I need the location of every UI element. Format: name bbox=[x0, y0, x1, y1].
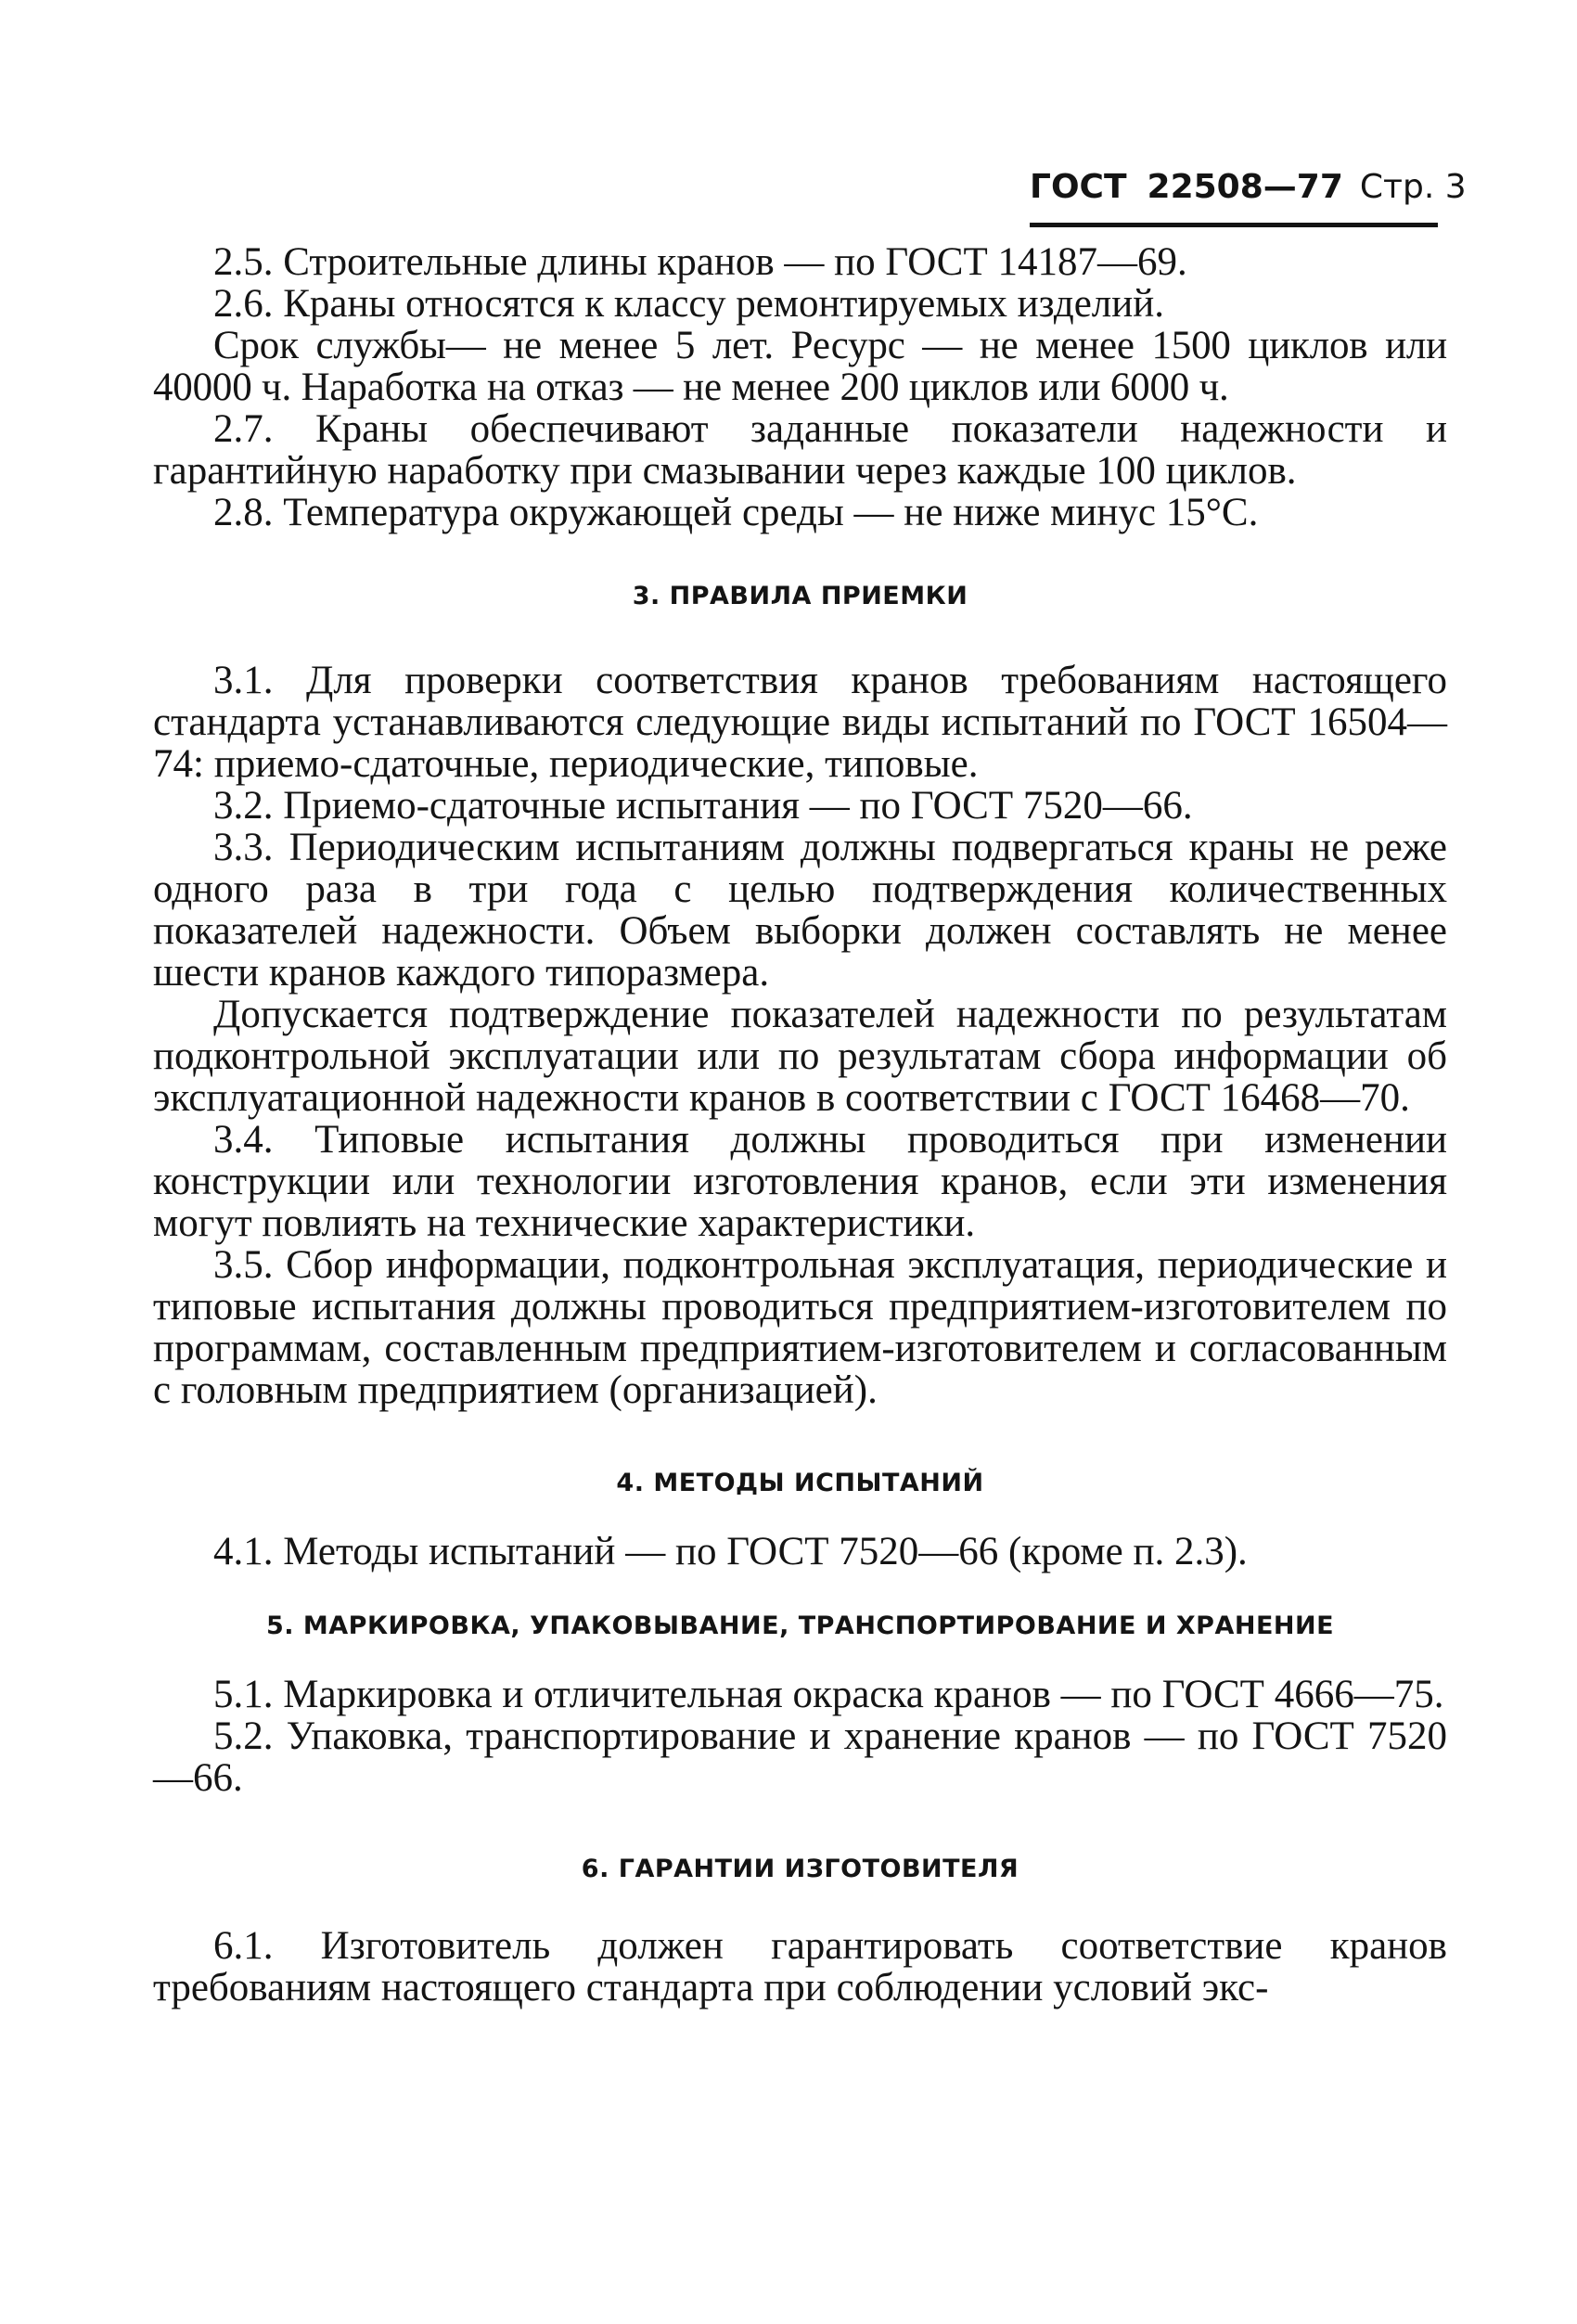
section-6-title: 6. ГАРАНТИИ ИЗГОТОВИТЕЛЯ bbox=[581, 1855, 1019, 1883]
header-standard: ГОСТ bbox=[1030, 168, 1127, 206]
clause-5-1: 5.1. Маркировка и отличительная окраска кранов — по ГОСТ 4666—75. bbox=[213, 1673, 1444, 1716]
clause-2-7: 2.7. Краны обеспечивают заданные показатели надежности и гарантийную наработку при смазывании через каждые 100 циклов. bbox=[153, 407, 1447, 493]
section-5-title: 5. МАРКИРОВКА, УПАКОВЫВАНИЕ, ТРАНСПОРТИРОВАНИЕ И ХРАНЕНИЕ bbox=[265, 1611, 1335, 1640]
clause-2-6-service-life: Срок службы— не менее 5 лет. Ресурс — не менее 1500 циклов или 40000 ч. Наработка на отказ — не менее 200 циклов или 6000 ч. bbox=[153, 324, 1447, 409]
page-header bbox=[1030, 163, 1467, 227]
clause-3-3-note: Допускается подтверждение показателей надежности по результатам подконтрольной эксплуатации или по результатам сбора информации об эксплуатационной надежности кранов в соответствии с ГОСТ 16468—70. bbox=[153, 993, 1447, 1120]
section-4-title: 4. МЕТОДЫ ИСПЫТАНИЙ bbox=[616, 1469, 984, 1497]
clause-5-2: 5.2. Упаковка, транспортирование и хранение кранов — по ГОСТ 7520—66. bbox=[153, 1714, 1447, 1800]
clause-3-3: 3.3. Периодическим испытаниям должны подвергаться краны не реже одного раза в три года с целью подтверждения количественных показателей надежности. Объем выборки должен составлять не менее шести кранов каждого типоразмера. bbox=[153, 826, 1447, 995]
clause-2-8: 2.8. Температура окружающей среды — не ниже минус 15°С. bbox=[213, 491, 1259, 534]
clause-4-1: 4.1. Методы испытаний — по ГОСТ 7520—66 (кроме п. 2.3). bbox=[213, 1530, 1248, 1573]
clause-3-4: 3.4. Типовые испытания должны проводиться при изменении конструкции или технологии изготовления кранов, если эти изменения могут повлиять на технические характеристики. bbox=[153, 1118, 1447, 1245]
header-page-number: Стр. 3 bbox=[1359, 168, 1467, 206]
clause-6-1: 6.1. Изготовитель должен гарантировать соответствие кранов требованиям настоящего стандарта при соблюдении условий экс- bbox=[153, 1924, 1447, 2009]
document-body bbox=[153, 241, 1447, 2009]
clause-3-5: 3.5. Сбор информации, подконтрольная эксплуатация, периодические и типовые испытания должны проводиться предприятием-изготовителем по программам, составленным предприятием-изготовителем и согласованным с головным предприятием (организацией). bbox=[153, 1243, 1447, 1412]
header-standard-number: 22508—77 bbox=[1147, 168, 1343, 206]
clause-3-1: 3.1. Для проверки соответствия кранов требованиям настоящего стандарта устанавливаются следующие виды испытаний по ГОСТ 16504—74: приемо-сдаточные, периодические, типовые. bbox=[153, 659, 1447, 786]
clause-2-6: 2.6. Краны относятся к классу ремонтируемых изделий. bbox=[213, 282, 1165, 326]
clause-3-2: 3.2. Приемо-сдаточные испытания — по ГОСТ 7520—66. bbox=[213, 784, 1193, 828]
clause-2-5: 2.5. Строительные длины кранов — по ГОСТ 14187—69. bbox=[213, 240, 1187, 284]
section-3-title: 3. ПРАВИЛА ПРИЕМКИ bbox=[632, 582, 968, 610]
